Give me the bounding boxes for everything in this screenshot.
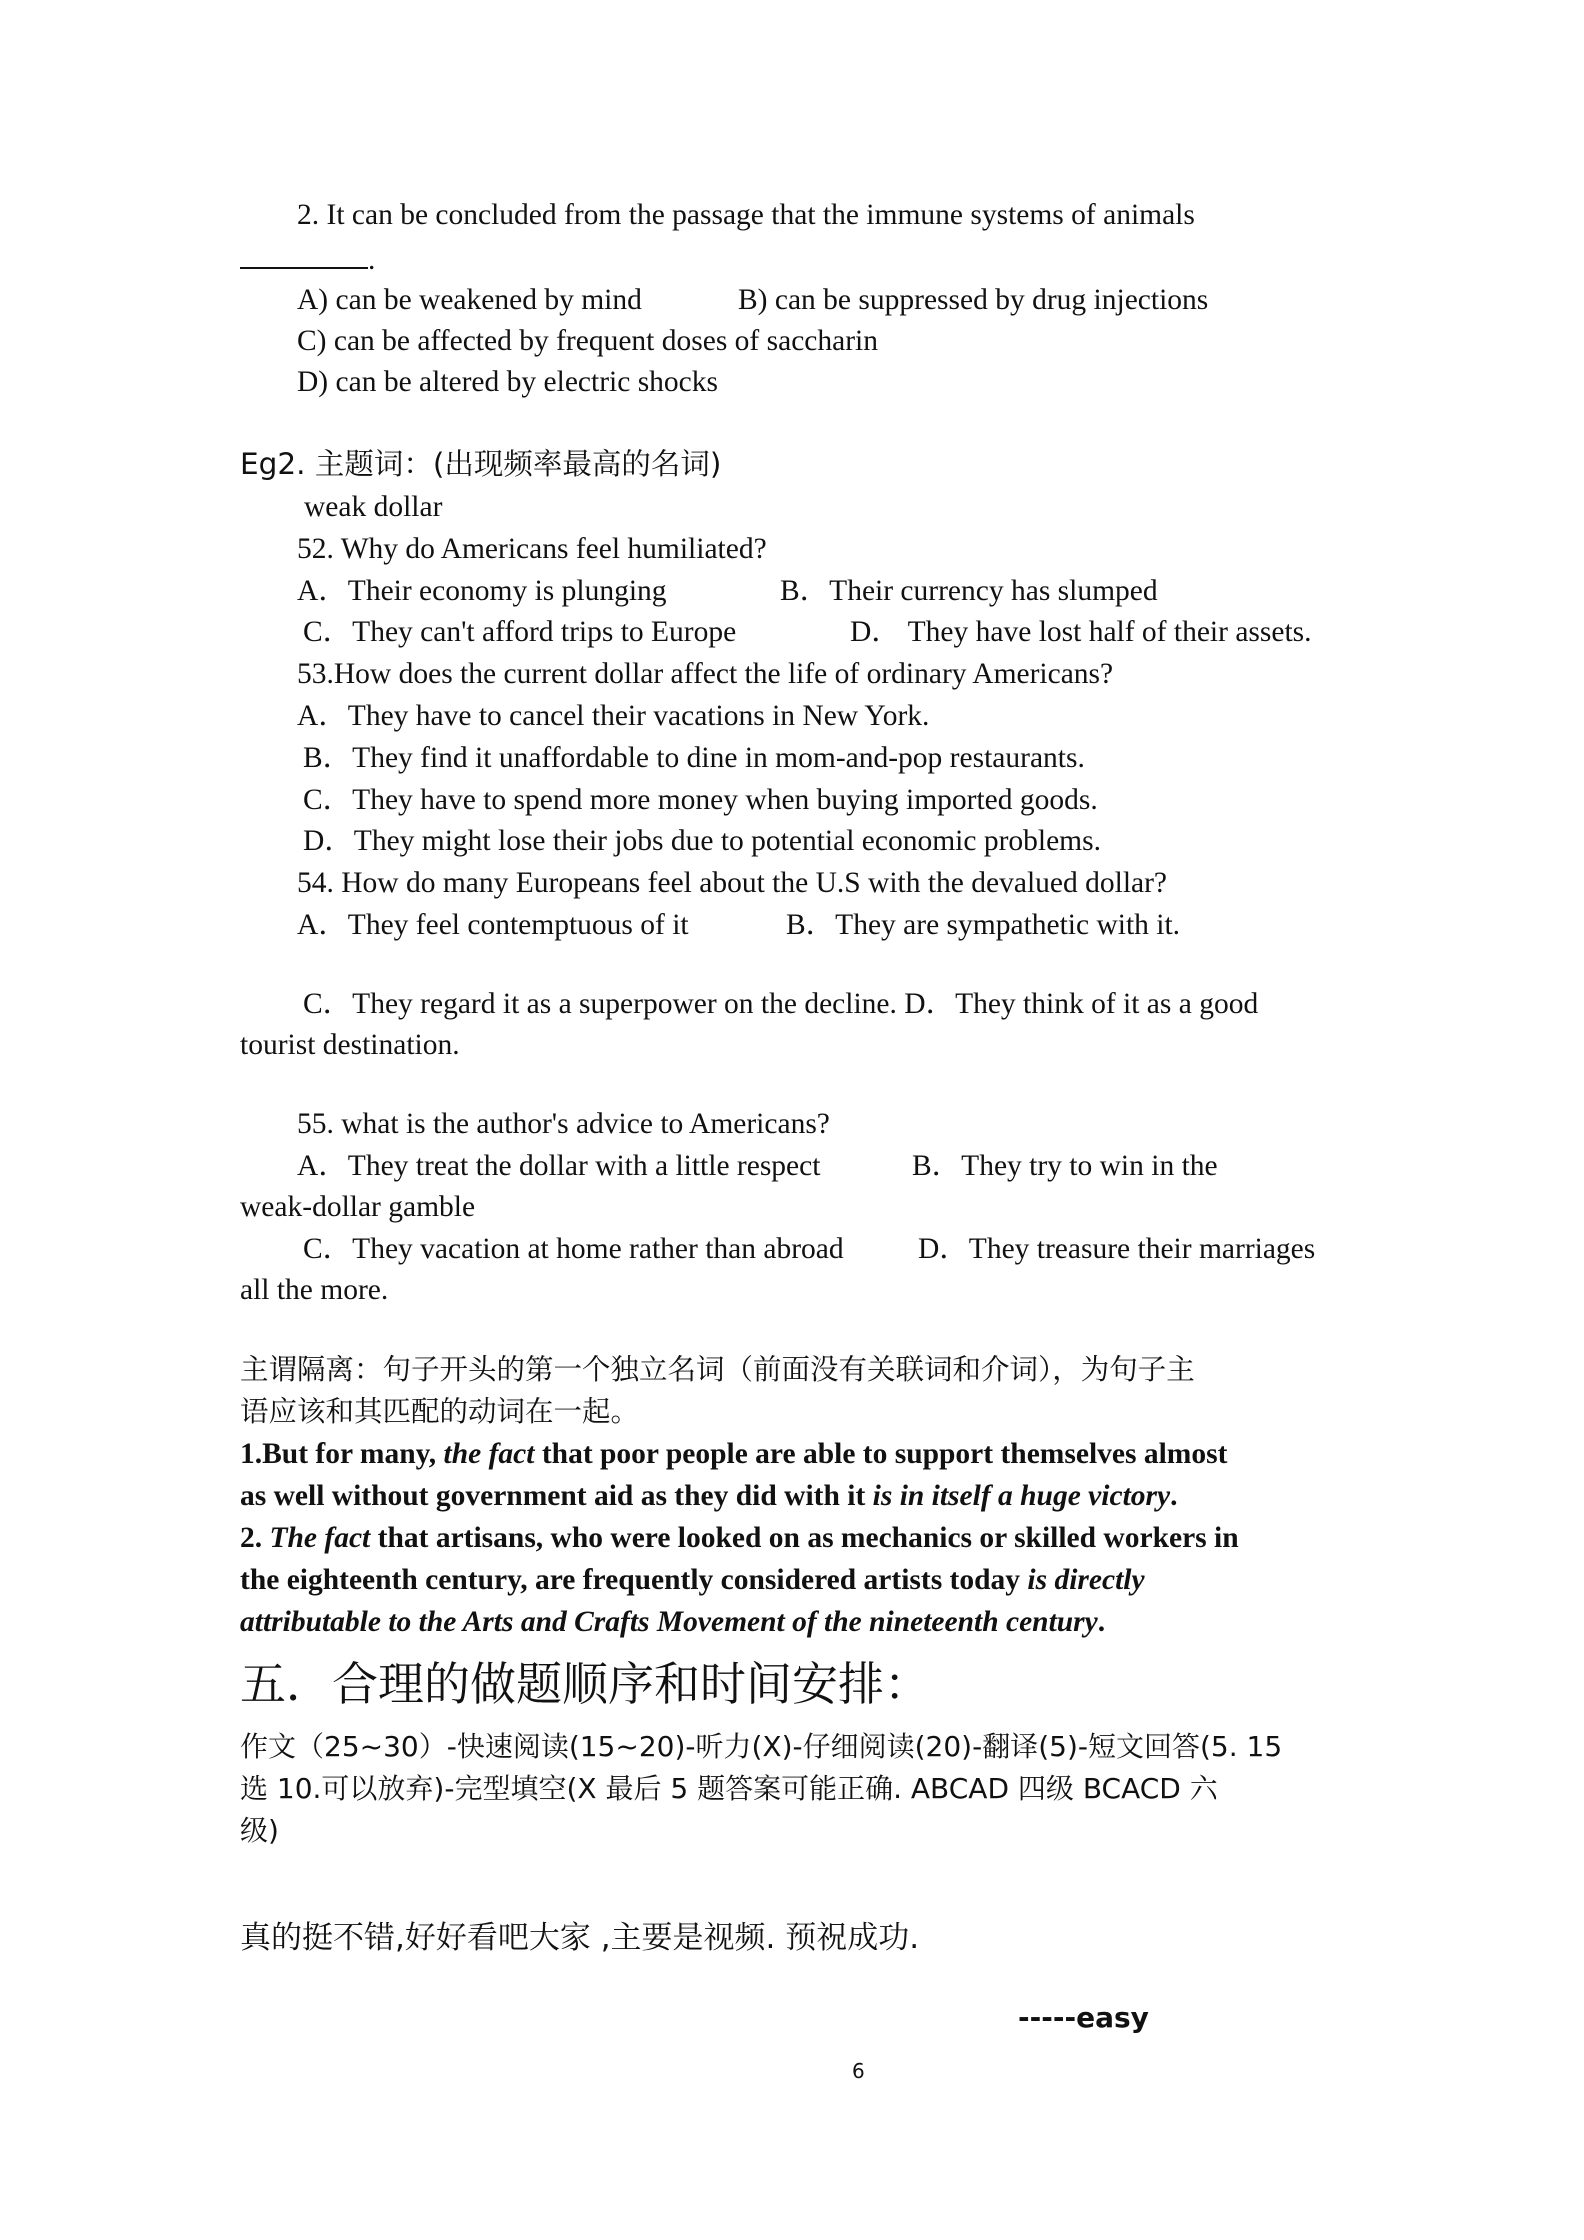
q52-option-d: D． They have lost half of their assets. [850, 616, 1312, 648]
q52-option-a: A．Their economy is plunging [297, 575, 667, 607]
example-2-line1: 2. The fact that artisans, who were looked on as mechanics or skilled workers in [240, 1522, 1239, 1554]
q55-option-a: A．They treat the dollar with a little respect [297, 1150, 821, 1182]
q55-option-d: D．They treasure their marriages [918, 1233, 1316, 1265]
q2-blank-line [240, 240, 375, 280]
q2-option-c: C) can be affected by frequent doses of saccharin [297, 325, 878, 357]
closing-remark: 真的挺不错,好好看吧大家 ,主要是视频. 预祝成功. [240, 1920, 920, 1956]
q53-option-a: A．They have to cancel their vacations in New York. [297, 700, 930, 732]
signature: -----easy [1018, 2001, 1149, 2034]
q52-option-c: C．They can't afford trips to Europe [303, 616, 737, 648]
subject-rule-line1: 主谓隔离：句子开头的第一个独立名词（前面没有关联词和介词），为句子主 [240, 1353, 1195, 1386]
q54-option-d-cont: tourist destination. [240, 1029, 460, 1061]
example-1-line2: as well without government aid as they did with it is in itself a huge victory. [240, 1480, 1178, 1512]
eg2-keyword: weak dollar [304, 491, 443, 523]
q55-option-b-cont: weak-dollar gamble [240, 1191, 476, 1223]
q54-option-a: A．They feel contemptuous of it [297, 909, 689, 941]
q2-option-b: B) can be suppressed by drug injections [738, 284, 1209, 316]
section-5-line1: 作文（25~30）-快速阅读(15~20)-听力(X)-仔细阅读(20)-翻译(5)-短文回答(5. 15 [240, 1730, 1283, 1763]
q2-option-d: D) can be altered by electric shocks [297, 366, 718, 398]
answer-blank [240, 241, 368, 269]
section-5-title: 五．合理的做题顺序和时间安排： [240, 1657, 930, 1711]
q55-stem: 55. what is the author's advice to Americans? [297, 1108, 830, 1140]
q53-option-d: D．They might lose their jobs due to potential economic problems. [303, 825, 1101, 857]
section-5-line2: 选 10.可以放弃)-完型填空(X 最后 5 题答案可能正确. ABCAD 四级 BCACD 六 [240, 1772, 1218, 1805]
q55-option-c: C．They vacation at home rather than abroad [303, 1233, 844, 1265]
example-2-line2: the eighteenth century, are frequently considered artists today is directly [240, 1564, 1145, 1596]
q2-end: . [368, 244, 376, 276]
example-1-line1: 1.But for many, the fact that poor people are able to support themselves almost [240, 1438, 1228, 1470]
q54-option-cd: C．They regard it as a superpower on the decline. D．They think of it as a good [303, 988, 1259, 1020]
q53-option-b: B．They find it unaffordable to dine in mom-and-pop restaurants. [303, 742, 1085, 774]
example-2-line3: attributable to the Arts and Crafts Movement of the nineteenth century. [240, 1606, 1106, 1638]
page-number: 6 [852, 2059, 865, 2083]
q54-option-b: B．They are sympathetic with it. [786, 909, 1181, 941]
q2-stem: 2. It can be concluded from the passage that the immune systems of animals [297, 199, 1195, 231]
eg2-heading: Eg2. 主题词：(出现频率最高的名词) [240, 447, 722, 481]
q55-option-b: B．They try to win in the [912, 1150, 1218, 1182]
q52-stem: 52. Why do Americans feel humiliated? [297, 533, 767, 565]
q53-option-c: C．They have to spend more money when buying imported goods. [303, 784, 1098, 816]
subject-rule-line2: 语应该和其匹配的动词在一起。 [240, 1395, 640, 1428]
q54-stem: 54. How do many Europeans feel about the U.S with the devalued dollar? [297, 867, 1168, 899]
q52-option-b: B．Their currency has slumped [780, 575, 1158, 607]
q2-option-a: A) can be weakened by mind [297, 284, 642, 316]
q55-option-d-cont: all the more. [240, 1274, 389, 1306]
q53-stem: 53.How does the current dollar affect the life of ordinary Americans? [297, 658, 1114, 690]
section-5-line3: 级) [240, 1814, 279, 1847]
